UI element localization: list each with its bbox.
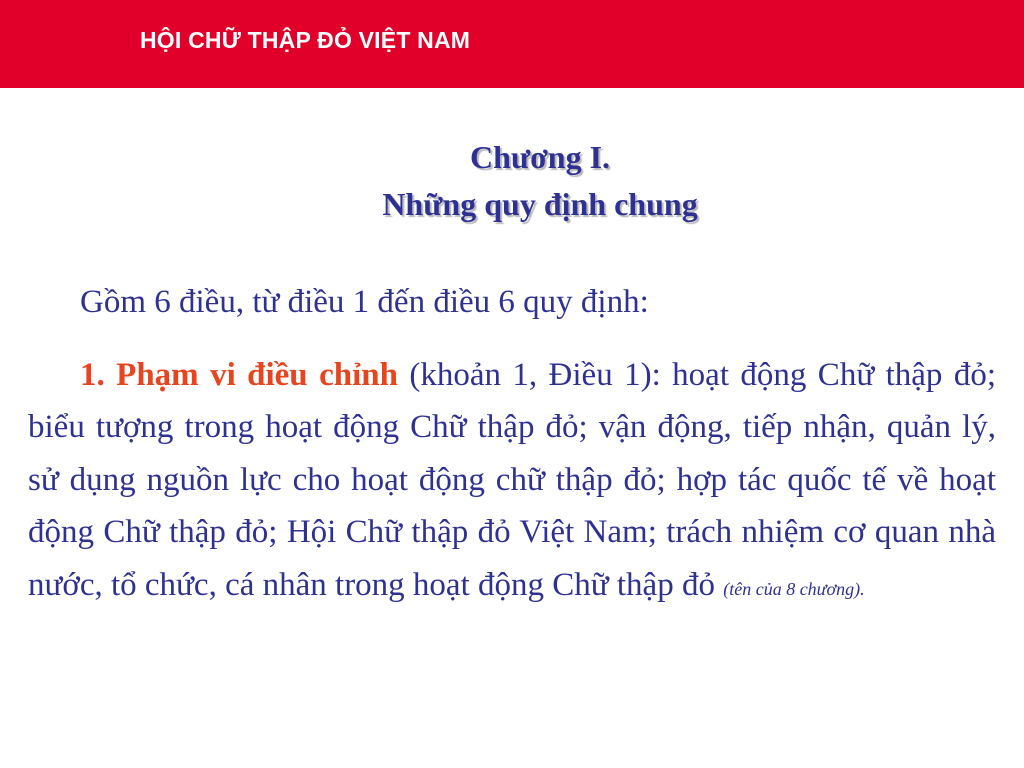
chapter-note: (tên của 8 chương).	[723, 578, 865, 599]
organization-title: HỘI CHỮ THẬP ĐỎ VIỆT NAM	[140, 27, 471, 53]
scope-paragraph	[28, 349, 996, 615]
section-body: (khoản 1, Điều 1): hoạt động Chữ thập đỏ; biểu tượng trong hoạt động Chữ thập đỏ; vận động, tiếp nhận, quản lý, sử dụng nguồn lực cho hoạt động chữ thập đỏ; hợp tác quốc tế về hoạt động Chữ thập đỏ; Hội Chữ thập đỏ Việt Nam; trách nhiệm cơ quan nhà nước, tổ chức, cá nhân trong hoạt động Chữ thập đỏ	[28, 357, 996, 603]
intro-text: Gồm 6 điều, từ điều 1 đến điều 6 quy định:	[80, 284, 649, 320]
header-bar	[0, 0, 1024, 88]
chapter-title: Những quy định chung	[382, 186, 698, 222]
chapter-number: Chương I.	[469, 139, 611, 175]
section-title: 1. Phạm vi điều chỉnh	[80, 357, 398, 393]
chapter-heading	[0, 134, 1024, 228]
